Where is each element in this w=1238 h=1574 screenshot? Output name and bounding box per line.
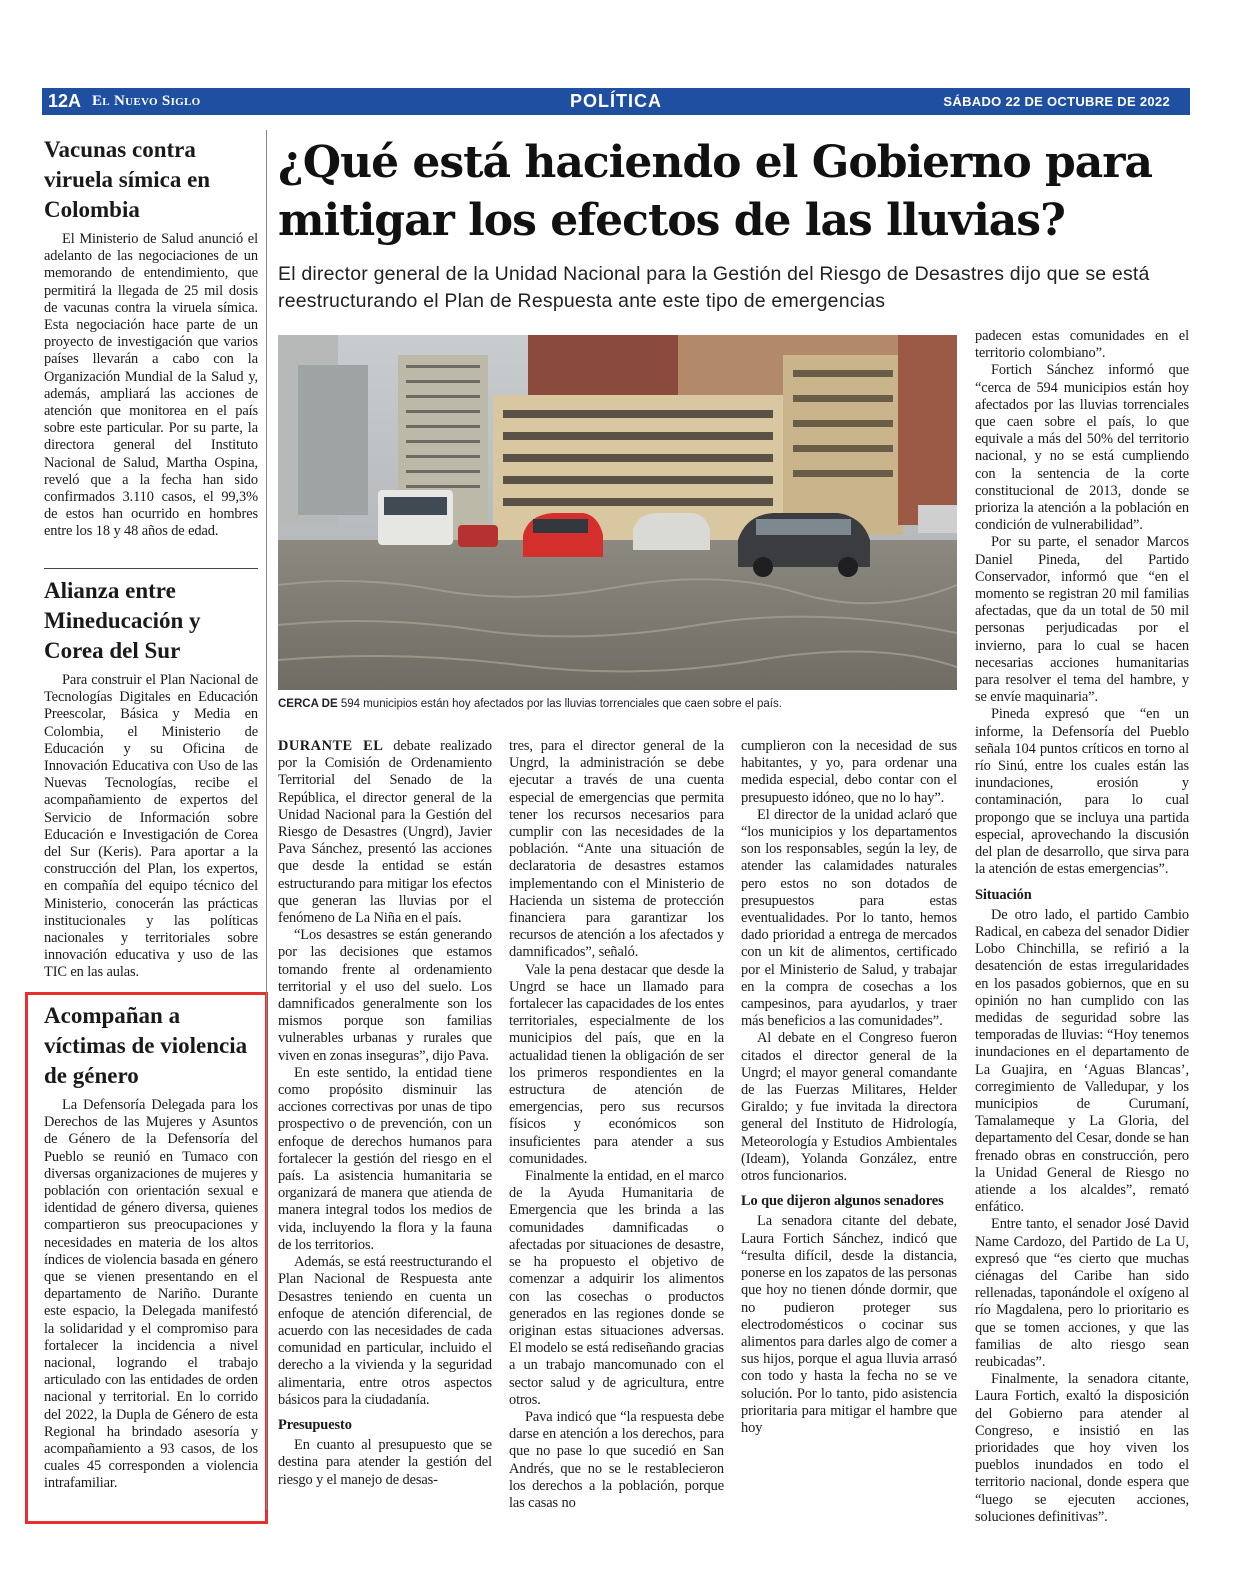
article-paragraph: padecen estas comunidades en el territorio colombiano”.: [975, 328, 1189, 362]
article-paragraph: Pineda expresó que “en un informe, la Defensoría del Pueblo señala 104 puntos críticos en torno al río Sinú, entre los cuales están las inundaciones, erosión y contaminación, para lo cual propongo que se incluya una partida especial, aprovechando la discusión del plan de desarrollo, que sirva para la atención de estas emergencias”.: [975, 706, 1189, 878]
article-paragraph: Al debate en el Congreso fueron citados el director general de la Ungrd; el mayor general comandante de las Fuerzas Militares, Helder Giraldo; y fue invitada la directora general del Instituto de Hidrología, Meteorología y Estudios Ambientales (Ideam), Yolanda González, entre otros funcionarios.: [741, 1030, 957, 1185]
article-paragraph: En cuanto al presupuesto que se destina para atender la gestión del riesgo y el manejo de desas-: [278, 1437, 492, 1488]
article-paragraph: En este sentido, la entidad tiene como propósito disminuir las acciones correctivas por unas de tipo prospectivo o de prevención, con un enfoque de derechos humanos para fortalecer la gestión del riesgo en el país. La asistencia humanitaria se organizará de manera que atienda de manera integral todos los medios de vida, incluyendo la flora y la fauna de los territorios.: [278, 1064, 492, 1253]
brief-body: Para construir el Plan Nacional de Tecnologías Digitales en Educación Preescolar, Básica y Media en Colombia, el Ministerio de Educación y su Oficina de Innovación Educativa con Uso de las Nuevas Tecnologías, recibe el acompañamiento de expertos del Servicio de Información sobre Educación e Investigación de Corea del Sur (Keris). Para aportar a la construcción del Plan, los expertos, en compañía del equipo técnico del Ministerio, conocerán las prácticas institucionales y las políticas nacionales y territoriales sobre innovación educativa y uso de las TIC en las aulas.: [44, 672, 258, 981]
brief-violencia-genero: [44, 1001, 258, 1493]
brief-vacunas: [44, 135, 258, 541]
lead-word: DURANTE EL: [278, 738, 384, 754]
brief-divider: [44, 568, 258, 569]
article-paragraph: tres, para el director general de la Ungrd, la administración se debe ejecutar a través de una cuenta especial de emergencias que permita tener los recursos necesarios para cumplir con las necesidades de la población. “Ante una situación de declaratoria de desastres estamos implementando con el Ministerio de Hacienda un sistema de protección financiera para garantizar los recursos de atención a los afectados y damnificados”, señaló.: [509, 738, 724, 961]
article-column-3: [741, 738, 957, 1437]
article-paragraph: Finalmente, la senadora citante, Laura Fortich, exaltó la disposición del Gobierno para atender al Congreso, e insistió en las prioridades que hoy viven los pueblos inundados en todo el territorio nacional, donde espera que “luego se ejecuten acciones, soluciones definitivas”.: [975, 1371, 1189, 1525]
article-paragraph: Finalmente la entidad, en el marco de la Ayuda Humanitaria de Emergencia que les brinda a las comunidades damnificadas o afectadas por situaciones de desastre, se ha propuesto el objetivo de comenzar a adquirir los alimentos con las cosechas o productos generados en las regiones donde se originan estas situaciones adversas. El modelo se está rediseñando gracias a un trabajo mancomunado con el sector salud y de agricultura, entre otros.: [509, 1168, 724, 1408]
flooded-street-photo: [278, 335, 957, 690]
brief-body: La Defensoría Delegada para los Derechos de las Mujeres y Asuntos de Género de la Defensoría del Pueblo se reunió en Tumaco con diversas organizaciones de mujeres y población con orientación sexual e identidad de género diversa, quienes compartieron sus preocupaciones y necesidades en materia de los altos índices de violencia basada en género que se vienen presentando en el departamento de Nariño. Durante este espacio, la Delegada manifestó la solidaridad y el compromiso para fortalecer la incidencia a nivel nacional, logrando el trabajo articulado con las entidades de orden nacional y territorial. En lo corrido del 2022, la Dupla de Género de esta Regional ha brindado asesoría y acompañamiento a 93 casos, de los cuales 45 corresponden a violencia intrafamiliar.: [44, 1097, 258, 1492]
article-paragraph: “Los desastres se están generando por las decisiones que estamos tomando frente al ordenamiento territorial y el uso del suelo. Los damnificados generalmente son los mismos porque son familias vulnerables urbanas y rurales que viven en zonas inseguras”, dijo Pava.: [278, 927, 492, 1064]
article-paragraph: Además, se está reestructurando el Plan Nacional de Respuesta ante Desastres teniendo en cuenta un enfoque de atención diferencial, de acuerdo con las necesidades de cada comunidad en particular, incluido el derecho a la vivienda y la seguridad alimentaria, entre otros aspectos básicos para la ciudadanía.: [278, 1254, 492, 1408]
brief-title: Vacunas contra viruela símica en Colombia: [44, 137, 211, 222]
column-rule: [266, 130, 267, 1510]
article-paragraph: cumplieron con la necesidad de sus habitantes, y yo, para ordenar una medida especial, debo contar con el presupuesto idóneo, que no lo hay”.: [741, 738, 957, 806]
subheading-senadores: Lo que dijeron algunos senadores: [741, 1193, 944, 1210]
subheading-situacion: Situación: [975, 886, 1032, 903]
page-number: 12A: [48, 91, 82, 111]
article-paragraph: Fortich Sánchez informó que “cerca de 594 municipios están hoy afectados por las lluvias torrenciales que caen sobre el país, lo que equivale a más del 50% del territorio nacional, y no se está cumpliendo con la sentencia de la corte constitucional de 2013, donde se prioriza la atención a la población en condición de vulnerabilidad”.: [975, 362, 1189, 534]
issue-date: SÁBADO 22 DE OCTUBRE DE 2022: [943, 94, 1170, 109]
brief-title: Acompañan a víctimas de violencia de género: [44, 1003, 248, 1088]
photo-caption: [278, 698, 958, 710]
article-paragraph: Pava indicó que “la respuesta debe darse en atención a los derechos, para que no pase lo que sucedió en San Andrés, que no se le restablecieron los derechos a la población, porque las casas no: [509, 1408, 724, 1511]
article-paragraph: Por su parte, el senador Marcos Daniel Pineda, del Partido Conservador, informó que “en el momento se registran 20 mil familias afectadas, que da un total de 50 mil personas perjudicadas por el invierno, para lo cual se hacen necesarias acciones humanitarias para resolver el tema del hambre, y se envíe maquinaria”.: [975, 534, 1189, 706]
brief-title: Alianza entre Mineducación y Corea del Sur: [44, 578, 201, 663]
section-name: POLÍTICA: [570, 91, 662, 111]
article-paragraph: Entre tanto, el senador José David Name Cardozo, del Partido de La U, expresó que “es cierto que muchas ciénagas del Caribe han sido rellenadas, taponándole el oxígeno al río Magdalena, pero lo prioritario es que se tomen acciones, y que las familias de alto riesgo sean reubicadas”.: [975, 1216, 1189, 1370]
paragraph-text: debate realizado por la Comisión de Ordenamiento Territorial del Senado de la República, el director general de la Unidad Nacional para la Gestión del Riesgo de Desastres (Ungrd), Javier Pava Sánchez, presentó las acciones que desde la entidad se están estructurando para mitigar los efectos que generan las lluvias por el fenómeno de La Niña en el país.: [278, 738, 492, 927]
article-paragraph: Vale la pena destacar que desde la Ungrd se hace un llamado para fortalecer las capacidades de los entes territoriales, especialmente de los municipios del país, que en la actualidad tienen la obligación de ser los primeros respondientes en la estructura de atención de emergencias, pero sus recursos físicos y económicos son insuficientes para atender a sus comunidades.: [509, 961, 724, 1167]
newspaper-name: El Nuevo Siglo: [92, 93, 201, 109]
article-paragraph: [278, 738, 492, 927]
article-paragraph: La senadora citante del debate, Laura Fortich Sánchez, indicó que “resulta difícil, desde la distancia, ponerse en los zapatos de las personas que hoy no tienen dónde dormir, que no pudieron proteger sus electrodomésticos o cocinar sus alimentos para darles algo de comer a sus hijos, porque el agua lluvia arrasó con todo y hasta la fecha no se ve solución. Por lo tanto, pido asistencia prioritaria para mitigar el hambre que hoy: [741, 1213, 957, 1436]
article-column-2: [509, 738, 724, 1512]
article-column-4: [975, 328, 1189, 1526]
caption-lead: CERCA DE: [278, 698, 338, 710]
page-header-bar: [42, 88, 1190, 115]
brief-body: El Ministerio de Salud anunció el adelanto de las negociaciones de un memorando de entendimiento, que permitirá la llegada de 25 mil dosis de vacunas contra la viruela símica. Esta negociación hace parte de un proyecto de investigación que varios países llevarán a cabo con la Organización Mundial de la Salud y, además, ampliará las acciones de atención que monitorea en el país sobre este particular. Por su parte, la directora general del Instituto Nacional de Salud, Martha Ospina, reveló que a la fecha han sido confirmados 3.110 casos, el 99,3% de estos han ocurrido en hombres entre los 18 y 48 años de edad.: [44, 231, 258, 540]
brief-mineducacion: [44, 576, 258, 982]
article-headline: ¿Qué está haciendo el Gobierno para mitigar los efectos de las lluvias?: [278, 137, 1152, 246]
article-column-1: [278, 738, 492, 1489]
article-subhead: El director general de la Unidad Nacional para la Gestión del Riesgo de Desastres dijo que se está reestructurando el Plan de Respuesta ante este tipo de emergencias: [278, 263, 1150, 312]
article-paragraph: El director de la unidad aclaró que “los municipios y los departamentos son los responsables, según la ley, de atender las calamidades naturales pero estos no son dotados de presupuestos para estas eventualidades. Por lo tanto, hemos dado prioridad a entrega de mercados con un kit de alimentos, certificado por el Ministerio de Salud, y trabajar en la compra de cosechas a los campesinos, para ayudarlos, y traer más beneficios a las comunidades”.: [741, 806, 957, 1030]
subheading-presupuesto: Presupuesto: [278, 1416, 352, 1433]
caption-text: 594 municipios están hoy afectados por las lluvias torrenciales que caen sobre el país.: [340, 698, 782, 710]
article-paragraph: De otro lado, el partido Cambio Radical, en cabeza del senador Didier Lobo Chinchilla, se refirió a la desatención de estas irregularidades en los pasados gobiernos, que en su opinión no han cumplido con las medidas de seguridad sobre las temporadas de lluvias: “Hoy tenemos inundaciones en el departamento de La Guajira, en ‘Aguas Blancas’, corregimiento de Valledupar, y los municipios de Curumaní, Tamalameque y La Gloria, del departamento del Cesar, donde se han frenado obras en construcción, pero la Unidad General de Riesgo no atiende a los alcaldes”, remató enfático.: [975, 906, 1190, 1216]
